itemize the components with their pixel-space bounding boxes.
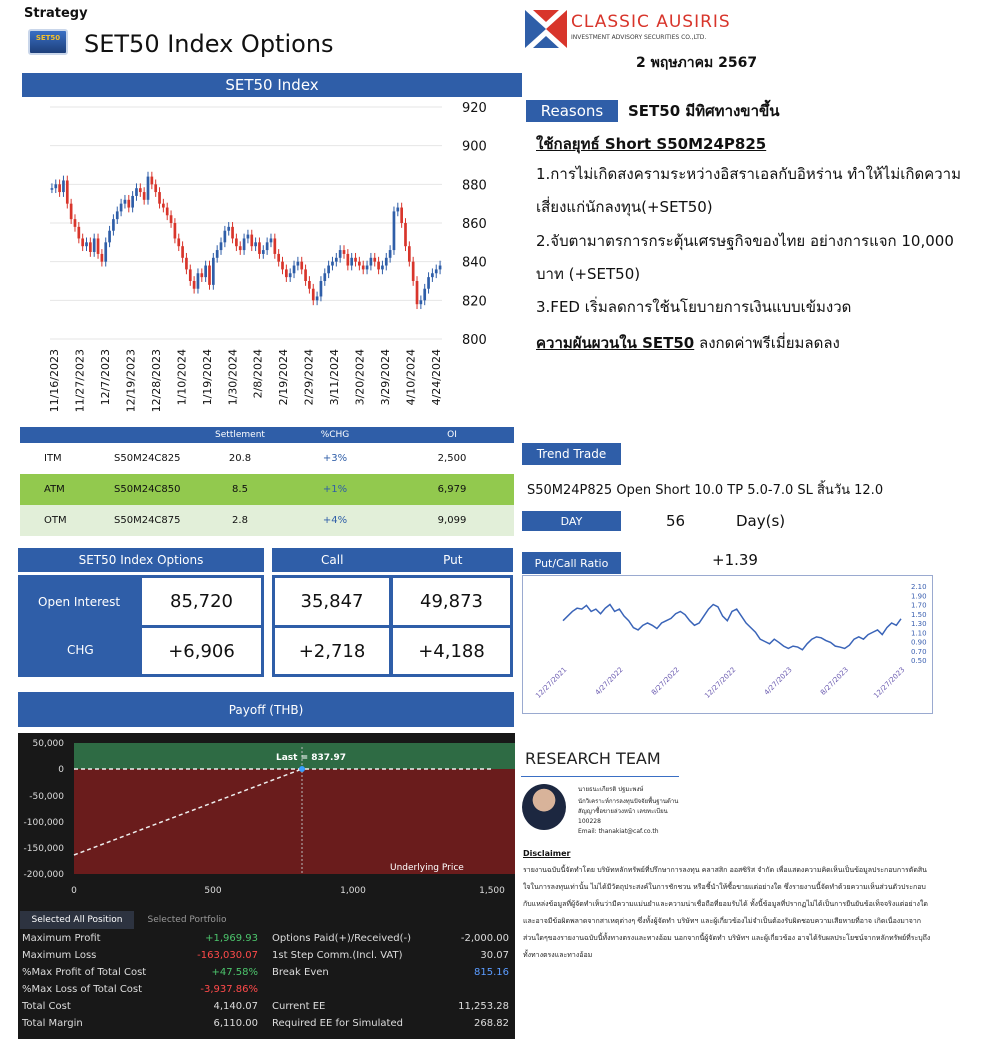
y-tick-label: 800 — [462, 333, 487, 348]
x-tick-label: 2/29/2024 — [302, 349, 316, 406]
candle-body — [185, 258, 188, 270]
stat-label: Maximum Loss — [22, 950, 97, 961]
candle-body — [150, 177, 153, 185]
candle-body — [339, 250, 342, 258]
col-header-chg: %CHG — [280, 427, 390, 443]
candle-body — [277, 254, 280, 262]
candle-body — [108, 231, 111, 243]
candle-body — [243, 238, 246, 250]
stat-label: %Max Profit of Total Cost — [22, 967, 147, 978]
candle-body — [396, 208, 399, 212]
candle-body — [120, 204, 123, 212]
stat-value: 815.16 — [474, 967, 509, 978]
candle-body — [258, 242, 261, 254]
candle-body — [297, 262, 300, 266]
analyst-license: สัญญาซื้อขายล่วงหน้า เลขทะเบียน — [578, 808, 668, 815]
x-tick-label: 1/19/2024 — [200, 349, 214, 406]
payoff-panel — [18, 733, 515, 1039]
oi-call-value: 35,847 — [275, 578, 389, 625]
candle-body — [320, 281, 323, 296]
chg-call-value: +2,718 — [275, 628, 389, 674]
candle-body — [250, 235, 253, 247]
pcr-y-tick: 1.30 — [911, 620, 927, 628]
payoff-x-tick: 1,500 — [479, 886, 505, 896]
candle-body — [235, 238, 238, 246]
payoff-y-tick: 50,000 — [32, 739, 64, 749]
pcr-y-tick: 2.10 — [911, 583, 927, 591]
volatility-rest: ลงกดค่าพรีเมี่ยมลดลง — [694, 334, 840, 352]
reason-item: 1.การไม่เกิดสงครามระหว่างอิสราเอลกับอิหร่าน ทำให้ไม่เกิดความเสี่ยงแก่นักลงทุน(+SET50) — [536, 165, 961, 216]
pcr-line — [563, 605, 901, 650]
row-series: S50M24C875 — [80, 505, 200, 536]
disclaimer-text: รายงานฉบับนี้จัดทำโดย บริษัทหลักทรัพย์ที่ปรึกษาการลงทุน คลาสสิก ออสซิริส จำกัด เพื่อแสดงความคิดเห็นเป็นข้อมูลประกอบการตัดสินใจในการลงทุนเท่านั้น ไม่ได้มีวัตถุประสงค์ในการชักชวน หรือชี้นำให้ซื้อขายแต่อย่างใด ซึ่งรายงานนี้จัดทำด้วยความเห็นส่วนตัวประกอบกับแหล่งข้อมูลที่ผู้จัดทำเห็นว่ามีความแม่นยำและความน่าเชื่อถือที่ยอมรับได้ ทั้งนี้ข้อมูลที่ปรากฏไม่ได้เป็นการยืนยันข้อเท็จจริงแต่อย่างใดและอาจมีข้อผิดพลาดจากสาเหตุต่างๆ ซึ่งทั้งผู้จัดทำ บริษัทฯ และผู้เกี่ยวข้องไม่จำเป็นต้องรับผิดชอบความเสียหายที่อาจ เกิดเนื่องมาจากส่วนใดๆของรายงานฉบับนี้ทั้งทางตรงและทางอ้อม นอกจากนี้ผู้จัดทำ บริษัทฯ และผู้เกี่ยวข้อง อาจได้รับผลประโยชน์จากหลักทรัพย์ที่ระบุถึงทั้งทางตรงและทางอ้อม — [523, 866, 931, 959]
candle-body — [66, 180, 69, 203]
stat-value: -3,937.86% — [200, 984, 258, 995]
payoff-y-tick: -50,000 — [29, 792, 64, 802]
analyst-email: Email: thanakiat@caf.co.th — [578, 828, 659, 835]
put-call-chart-frame — [522, 575, 933, 714]
stats-row — [18, 933, 515, 950]
set50-candlestick-chart — [22, 97, 522, 427]
row-type: ITM — [44, 453, 62, 464]
x-tick-label: 12/19/2023 — [124, 349, 138, 413]
candle-body — [362, 266, 365, 270]
stats-row — [18, 950, 515, 967]
candle-body — [220, 242, 223, 250]
oi-total-value: 85,720 — [142, 578, 261, 625]
candle-body — [404, 223, 407, 246]
trend-trade-text: S50M24P825 Open Short 10.0 TP 5.0-7.0 SL สิ้นวัน 12.0 — [527, 483, 884, 498]
research-team-title: RESEARCH TEAM — [525, 749, 661, 768]
x-tick-label: 2/8/2024 — [251, 349, 265, 399]
col-header-settlement: Settlement — [200, 427, 280, 443]
y-tick-label: 900 — [462, 139, 487, 155]
put-call-ratio-chart — [523, 576, 932, 713]
stat-label: Maximum Profit — [22, 933, 101, 944]
x-tick-label: 4/10/2024 — [404, 349, 418, 406]
candle-body — [247, 235, 250, 239]
research-divider — [521, 776, 679, 777]
candle-body — [197, 273, 200, 288]
candle-body — [346, 254, 349, 266]
candle-body — [373, 258, 376, 262]
candle-body — [193, 281, 196, 289]
row-type: OTM — [20, 505, 80, 536]
stats-row — [18, 967, 515, 984]
candle-body — [189, 269, 192, 281]
oi-row-label: Open Interest — [38, 595, 121, 609]
x-tick-label: 3/29/2024 — [379, 349, 393, 406]
pcr-y-tick: 0.90 — [911, 638, 927, 647]
row-oi: 9,099 — [390, 505, 514, 536]
put-call-value: +1.39 — [712, 551, 758, 569]
candle-body — [93, 238, 96, 252]
candle-body — [308, 281, 311, 289]
reasons-headline: SET50 มีทิศทางขาขึ้น — [628, 102, 780, 120]
candle-body — [335, 258, 338, 262]
candle-body — [127, 200, 130, 208]
pcr-y-tick: 0.50 — [911, 657, 927, 665]
payoff-title: Payoff (THB) — [18, 692, 514, 727]
row-oi: 6,979 — [390, 474, 514, 505]
volatility-note — [536, 331, 840, 355]
day-unit: Day(s) — [736, 512, 786, 530]
table-header-row — [20, 427, 514, 443]
pcr-y-tick: 1.90 — [911, 592, 927, 601]
candle-body — [416, 281, 419, 304]
y-tick-label: 880 — [462, 178, 487, 194]
candle-body — [266, 242, 269, 250]
candle-body — [51, 188, 54, 190]
chg-row-label: CHG — [67, 643, 94, 657]
call-label: Call — [321, 553, 344, 567]
row-type: ATM — [20, 474, 80, 505]
candle-body — [354, 258, 357, 262]
payoff-tabs — [18, 909, 515, 931]
candle-body — [143, 192, 146, 200]
stat-value: 4,140.07 — [213, 1001, 258, 1012]
table-row — [20, 505, 514, 536]
y-tick-label: 920 — [462, 101, 487, 116]
row-series: S50M24C850 — [80, 474, 200, 505]
candle-body — [166, 208, 169, 216]
candle-body — [300, 262, 303, 270]
candle-body — [62, 180, 65, 192]
candle-body — [162, 204, 165, 208]
stat-label: Current EE — [272, 1001, 326, 1012]
pcr-x-tick: 8/27/2023 — [819, 665, 851, 697]
row-settlement: 20.8 — [228, 453, 252, 464]
col-header — [20, 427, 80, 443]
candle-body — [400, 208, 403, 223]
candle-body — [435, 269, 438, 273]
candle-body — [54, 184, 57, 188]
row-chg: +1% — [280, 474, 390, 505]
candle-body — [112, 219, 115, 231]
stat-value: 11,253.28 — [458, 1001, 509, 1012]
stat-value: 268.82 — [474, 1018, 509, 1029]
candle-body — [343, 250, 346, 254]
candle-body — [393, 211, 396, 250]
candle-body — [177, 238, 180, 246]
candle-body — [158, 192, 161, 204]
candle-body — [289, 273, 292, 277]
tab-selected-all-position[interactable]: Selected All Position — [20, 911, 134, 929]
candle-body — [216, 250, 219, 258]
pcr-x-tick: 8/27/2022 — [650, 665, 682, 697]
payoff-y-tick: -100,000 — [23, 818, 64, 828]
candle-body — [316, 296, 319, 300]
candle-body — [200, 273, 203, 277]
stats-row — [18, 1018, 515, 1035]
x-tick-label: 3/11/2024 — [328, 349, 342, 406]
row-settlement: 2.8 — [200, 505, 280, 536]
candle-body — [285, 269, 288, 277]
brand-logo-icon — [525, 8, 567, 50]
y-tick-label: 840 — [462, 255, 487, 271]
candle-body — [273, 238, 276, 253]
stat-label: %Max Loss of Total Cost — [22, 984, 143, 995]
candle-body — [131, 196, 134, 208]
x-tick-label: 11/16/2023 — [48, 349, 61, 413]
y-tick-label: 860 — [462, 217, 487, 232]
row-oi: 2,500 — [437, 453, 467, 464]
candle-body — [212, 258, 215, 285]
candle-body — [408, 246, 411, 261]
stat-label: 1st Step Comm.(Incl. VAT) — [272, 950, 403, 961]
call-put-box — [272, 575, 513, 677]
candle-body — [124, 200, 127, 204]
candle-body — [208, 266, 211, 285]
oi-header: SET50 Index Options — [18, 548, 264, 572]
candle-body — [58, 184, 61, 192]
pcr-y-tick: 1.10 — [911, 629, 927, 638]
reasons-badge: Reasons — [526, 100, 618, 122]
candle-body — [174, 223, 177, 238]
put-label: Put — [443, 553, 463, 567]
x-tick-label: 12/7/2023 — [98, 349, 112, 406]
candle-body — [231, 227, 234, 239]
analyst-name: นายธนะเกียรติ ปฐมะพงษ์ — [578, 786, 644, 793]
candle-body — [89, 242, 92, 252]
candle-body — [97, 238, 100, 253]
payoff-y-tick: -200,000 — [23, 870, 64, 880]
row-chg: +3% — [322, 453, 348, 464]
candle-body — [304, 269, 307, 281]
candle-body — [385, 258, 388, 266]
pcr-x-tick: 4/27/2022 — [593, 665, 625, 697]
chg-put-value: +4,188 — [393, 628, 510, 674]
candle-body — [74, 219, 77, 227]
reason-item: 2.จับตามาตรการกระตุ้นเศรษฐกิจของไทย อย่างการแจก 10,000 บาท (+SET50) — [536, 232, 954, 283]
brand-name: CLASSIC AUSIRIS — [571, 12, 731, 32]
trend-trade-badge: Trend Trade — [522, 443, 621, 465]
candle-body — [270, 238, 273, 242]
x-tick-label: 3/20/2024 — [353, 349, 367, 406]
reason-item: 3.FED เริ่มลดการใช้นโยบายการเงินแบบเข้มงวด — [536, 298, 852, 316]
day-badge: DAY — [522, 511, 621, 531]
strategy-line: ใช้กลยุทธ์ Short S50M24P825 — [536, 135, 767, 153]
stat-label: Break Even — [272, 967, 329, 978]
payoff-chart — [18, 733, 515, 909]
stat-label: Options Paid(+)/Received(-) — [272, 933, 412, 944]
candle-body — [370, 258, 373, 266]
chg-total-value: +6,906 — [142, 628, 261, 674]
brand-subtitle: INVESTMENT ADVISORY SECURITIES CO.,LTD. — [571, 34, 707, 41]
candle-body — [116, 211, 119, 219]
candle-body — [135, 188, 138, 196]
underlying-label: Underlying Price — [390, 863, 464, 873]
candle-body — [81, 238, 84, 246]
analyst-license-no: 100228 — [578, 818, 601, 825]
payoff-x-tick: 0 — [71, 886, 77, 896]
col-header-oi: OI — [390, 427, 514, 443]
x-tick-label: 1/30/2024 — [226, 349, 240, 406]
candle-body — [431, 273, 434, 277]
pcr-y-tick: 1.70 — [911, 601, 927, 610]
stat-value: +47.58% — [211, 967, 258, 978]
last-price-marker — [299, 766, 305, 772]
stats-row — [18, 984, 515, 1001]
tab-selected-portfolio[interactable]: Selected Portfolio — [147, 915, 227, 925]
pcr-y-tick: 1.50 — [911, 610, 927, 619]
candle-body — [377, 262, 380, 270]
candle-body — [281, 262, 284, 270]
candle-body — [327, 266, 330, 274]
page-title: SET50 Index Options — [84, 30, 334, 58]
pcr-x-tick: 12/27/2021 — [534, 665, 569, 700]
candle-body — [420, 300, 423, 304]
payoff-x-tick: 500 — [204, 886, 222, 896]
candle-body — [381, 266, 384, 270]
candle-body — [312, 289, 315, 301]
call-put-header — [272, 548, 513, 572]
candle-body — [439, 266, 442, 270]
analyst-avatar — [522, 784, 566, 830]
row-settlement: 8.5 — [200, 474, 280, 505]
candle-body — [170, 215, 173, 223]
candle-body — [427, 277, 430, 289]
payoff-y-tick: 0 — [58, 765, 64, 775]
candle-body — [323, 273, 326, 281]
options-table — [20, 427, 514, 536]
candle-body — [412, 262, 415, 281]
candle-body — [224, 231, 227, 243]
stat-value: 6,110.00 — [213, 1018, 258, 1029]
put-call-badge: Put/Call Ratio — [522, 552, 621, 574]
candle-body — [350, 258, 353, 266]
stat-value: -2,000.00 — [460, 933, 509, 944]
oi-put-value: 49,873 — [393, 578, 510, 625]
volatility-bold: ความผันผวนใน SET50 — [536, 334, 695, 352]
candle-body — [85, 242, 88, 246]
stat-value: 30.07 — [480, 950, 509, 961]
candle-body — [139, 188, 142, 192]
candle-body — [104, 242, 107, 261]
payoff-x-tick: 1,000 — [340, 886, 366, 896]
report-date: 2 พฤษภาคม 2567 — [636, 55, 758, 71]
pcr-x-tick: 12/27/2022 — [703, 665, 738, 700]
set50-logo — [28, 29, 68, 55]
stat-label: Required EE for Simulated — [272, 1018, 403, 1029]
stat-value: +1,969.93 — [205, 933, 258, 944]
stat-label: Total Cost — [22, 1001, 71, 1012]
candle-body — [101, 254, 104, 262]
loss-zone — [74, 769, 515, 874]
day-value: 56 — [666, 512, 686, 530]
disclaimer-title: Disclaimer — [523, 849, 571, 858]
pcr-y-tick: 0.70 — [911, 647, 927, 656]
candle-body — [154, 184, 157, 192]
x-tick-label: 1/10/2024 — [175, 349, 189, 406]
candle-body — [262, 250, 265, 254]
y-tick-label: 820 — [462, 294, 487, 310]
x-tick-label: 11/27/2023 — [73, 349, 87, 413]
table-row — [20, 443, 514, 474]
oi-summary-box — [18, 575, 264, 677]
stats-row — [18, 1001, 515, 1018]
candle-body — [331, 262, 334, 266]
candle-body — [366, 266, 369, 270]
row-series: S50M24C825 — [114, 453, 181, 464]
set50-logo-text: SET50 — [35, 34, 61, 42]
x-tick-label: 2/19/2024 — [277, 349, 291, 406]
candle-body — [389, 250, 392, 258]
payoff-y-tick: -150,000 — [23, 844, 64, 854]
candle-body — [147, 177, 150, 200]
candle-body — [423, 289, 426, 301]
row-chg: +4% — [280, 505, 390, 536]
candle-body — [254, 242, 257, 246]
strategy-label: Strategy — [24, 6, 88, 21]
last-price-label: Last = 837.97 — [276, 753, 347, 763]
candle-body — [181, 246, 184, 258]
pcr-x-tick: 12/27/2023 — [872, 665, 907, 700]
candle-body — [227, 227, 230, 231]
stat-label: Total Margin — [22, 1018, 83, 1029]
stat-value: -163,030.07 — [197, 950, 258, 961]
candle-body — [77, 227, 80, 239]
candle-body — [358, 262, 361, 266]
candle-body — [293, 266, 296, 274]
x-tick-label: 4/24/2024 — [430, 349, 443, 406]
candle-body — [204, 266, 207, 278]
table-row — [20, 474, 514, 505]
analyst-role: นักวิเคราะห์การลงทุนปัจจัยพื้นฐานด้าน — [578, 798, 679, 805]
candle-body — [239, 246, 242, 250]
index-chart-title: SET50 Index — [22, 73, 522, 97]
x-tick-label: 12/28/2023 — [149, 349, 163, 413]
col-header — [80, 427, 200, 443]
candle-body — [70, 204, 73, 219]
pcr-x-tick: 4/27/2023 — [762, 665, 794, 697]
